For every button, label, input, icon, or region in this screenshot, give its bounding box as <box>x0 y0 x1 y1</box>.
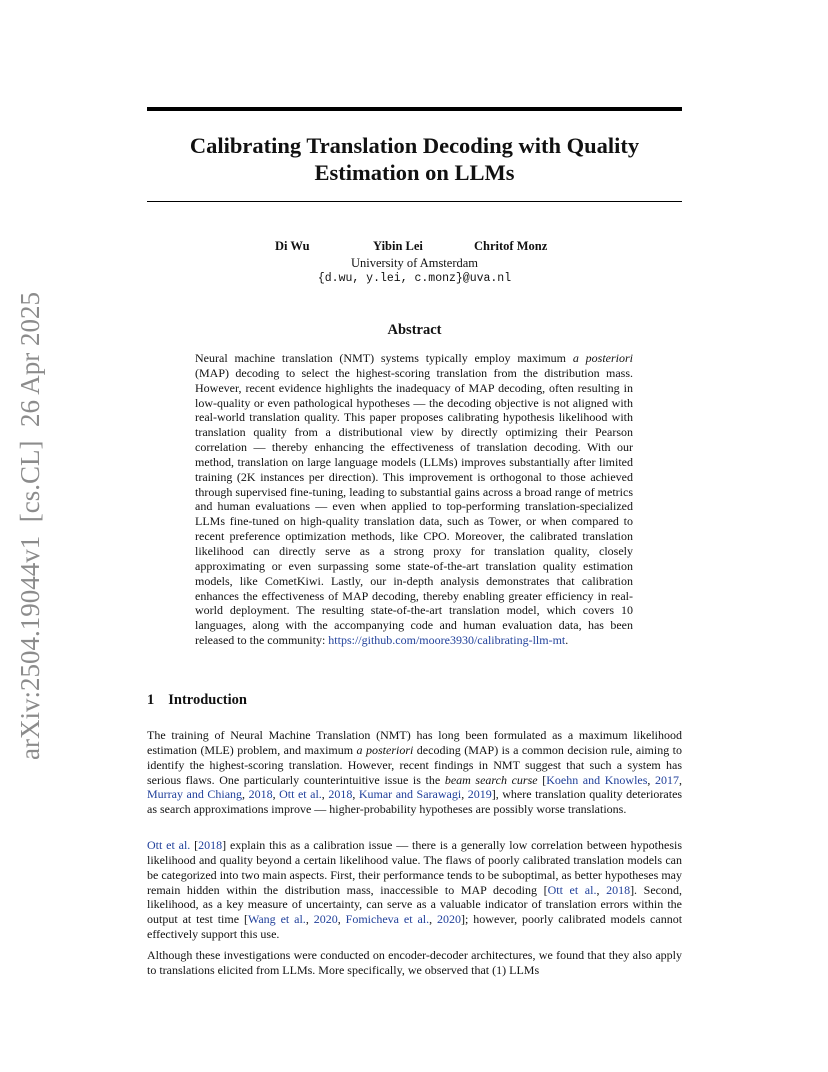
text-segment: [ <box>190 838 199 852</box>
section-title: Introduction <box>168 692 247 708</box>
text-segment: , <box>242 787 249 802</box>
author-name: Di Wu <box>275 239 310 253</box>
paragraph-1 <box>147 728 682 817</box>
author-name: Yibin Lei <box>373 239 423 253</box>
citation-link[interactable]: Kumar and Sarawagi <box>358 787 462 802</box>
citation-link[interactable]: Murray and Chiang <box>147 787 243 802</box>
text-segment: ], where translation quality deteriorates as search approximations improve — higher-probability hypotheses are possibly worse translations. <box>147 787 683 817</box>
paper-title: Calibrating Translation Decoding with Quality Estimation on LLMs <box>189 133 640 185</box>
abstract-text <box>195 351 633 648</box>
emphasis: a posteriori <box>356 742 414 757</box>
abstract-text-segment: . <box>565 633 569 648</box>
text-segment: , <box>679 772 683 787</box>
abstract-heading: Abstract <box>387 322 442 338</box>
text-segment: , <box>337 912 346 927</box>
section-heading <box>147 692 247 709</box>
github-link[interactable]: https://github.com/moore3930/calibrating-llm-mt <box>328 633 566 648</box>
text-segment: , <box>429 912 438 927</box>
paragraph-2 <box>147 838 682 942</box>
author-emails: {d.wu, y.lei, c.monz}@uva.nl <box>317 272 512 285</box>
citation-year-link[interactable]: 2019 <box>467 787 492 802</box>
text-segment: , <box>272 787 280 802</box>
text-segment: , <box>321 787 329 802</box>
text-segment: decoding (MAP) is a common decision rule, aiming to identify the highest-scoring translation. However, recent findings in NMT suggest that such a system has serious flaws. One particularly counterintuitive issue is the <box>147 742 683 787</box>
affiliation: University of Amsterdam <box>350 256 479 270</box>
abstract-text-segment: Neural machine translation (NMT) systems typically employ maximum <box>195 351 573 365</box>
text-segment: ]; however, poorly calibrated models cannot effectively support this use. <box>147 912 683 942</box>
citation-link[interactable]: Ott et al. <box>147 838 191 852</box>
citation-link[interactable]: Wang et al. <box>247 912 306 927</box>
citation-year-link[interactable]: 2017 <box>655 772 680 787</box>
text-segment: , <box>596 882 607 897</box>
arxiv-identifier-stamp: arXiv:2504.19044v1 [cs.CL] 26 Apr 2025 <box>15 292 45 760</box>
text-segment: , <box>461 787 468 802</box>
text-segment: , <box>647 772 656 787</box>
text-segment: The training of Neural Machine Translation (NMT) has long been formulated as a maximum likelihood estimation (MLE) problem, and maximum <box>147 728 682 757</box>
citation-year-link[interactable]: 2018 <box>606 882 631 897</box>
citation-link[interactable]: Fomicheva et al. <box>345 912 430 927</box>
text-segment: ] explain this as a calibration issue — there is a generally low correlation between hypothesis likelihood and quality beyond a certain likelihood value. The flaws of poorly calibrated translation models can be categorized into two main aspects. First, their performance tends to be suboptimal, as better hypotheses may remain hidden within the distribution mass, inaccessible to MAP decoding [ <box>147 838 683 897</box>
text-segment: [ <box>537 772 547 787</box>
citation-link[interactable]: Ott et al. <box>547 882 597 897</box>
text-segment: , <box>305 912 314 927</box>
paragraph-3: Although these investigations were conducted on encoder-decoder architectures, we found that they also apply to translations elicited from LLMs. More specifically, we observed that (1) LLMs <box>147 948 682 977</box>
citation-year-link[interactable]: 2018 <box>198 838 223 852</box>
citation-year-link[interactable]: 2020 <box>313 912 338 927</box>
title-bottom-rule <box>147 201 682 202</box>
citation-year-link[interactable]: 2018 <box>328 787 353 802</box>
abstract-text-segment: (MAP) decoding to select the highest-scoring translation from the distribution mass. However, recent evidence highlights the inadequacy of MAP decoding, often resulting in low-quality or even pathological hypotheses — the decoding objective is not aligned with real-world translation quality. This paper proposes calibrating hypothesis likelihood with translation quality from a distributional view by directly optimizing their Pearson correlation — thereby enhancing the effectiveness of translation decoding. With our method, translation on large language models (LLMs) improves substantially after limited training (2K instances per direction). This improvement is orthogonal to those achieved through supervised fine-tuning, leading to substantial gains across a broad range of metrics and human evaluations — even when applied to top-performing translation-specialized LLMs fine-tuned on high-quality translation data, such as Tower, or when compared to recent preference optimization methods, like CPO. Moreover, the calibrated translation likelihood can directly serve as a strong proxy for translation quality, closely approximating or even surpassing some state-of-the-art translation quality estimation models, like CometKiwi. Lastly, our in-depth analysis demonstrates that calibration enhances the effectiveness of MAP decoding, thereby enabling greater efficiency in real-world deployment. The resulting state-of-the-art translation model, which covers 10 languages, along with the accompanying code and human evaluation data, has been released to the community: <box>195 365 633 648</box>
emphasis: beam search curse <box>444 772 538 787</box>
citation-link[interactable]: Koehn and Knowles <box>546 772 648 787</box>
abstract-emphasis: a posteriori <box>572 351 633 365</box>
title-top-rule <box>147 107 682 111</box>
citation-year-link[interactable]: 2018 <box>248 787 273 802</box>
text-segment: ]. Second, likelihood, as a key measure of uncertainty, can serve as a valuable indicator of translation errors within the output at test time [ <box>147 882 682 927</box>
citation-year-link[interactable]: 2020 <box>437 912 462 927</box>
author-name: Chritof Monz <box>474 239 548 253</box>
citation-link[interactable]: Ott et al. <box>279 787 322 802</box>
section-number: 1 <box>147 692 155 708</box>
text-segment: , <box>352 787 359 802</box>
